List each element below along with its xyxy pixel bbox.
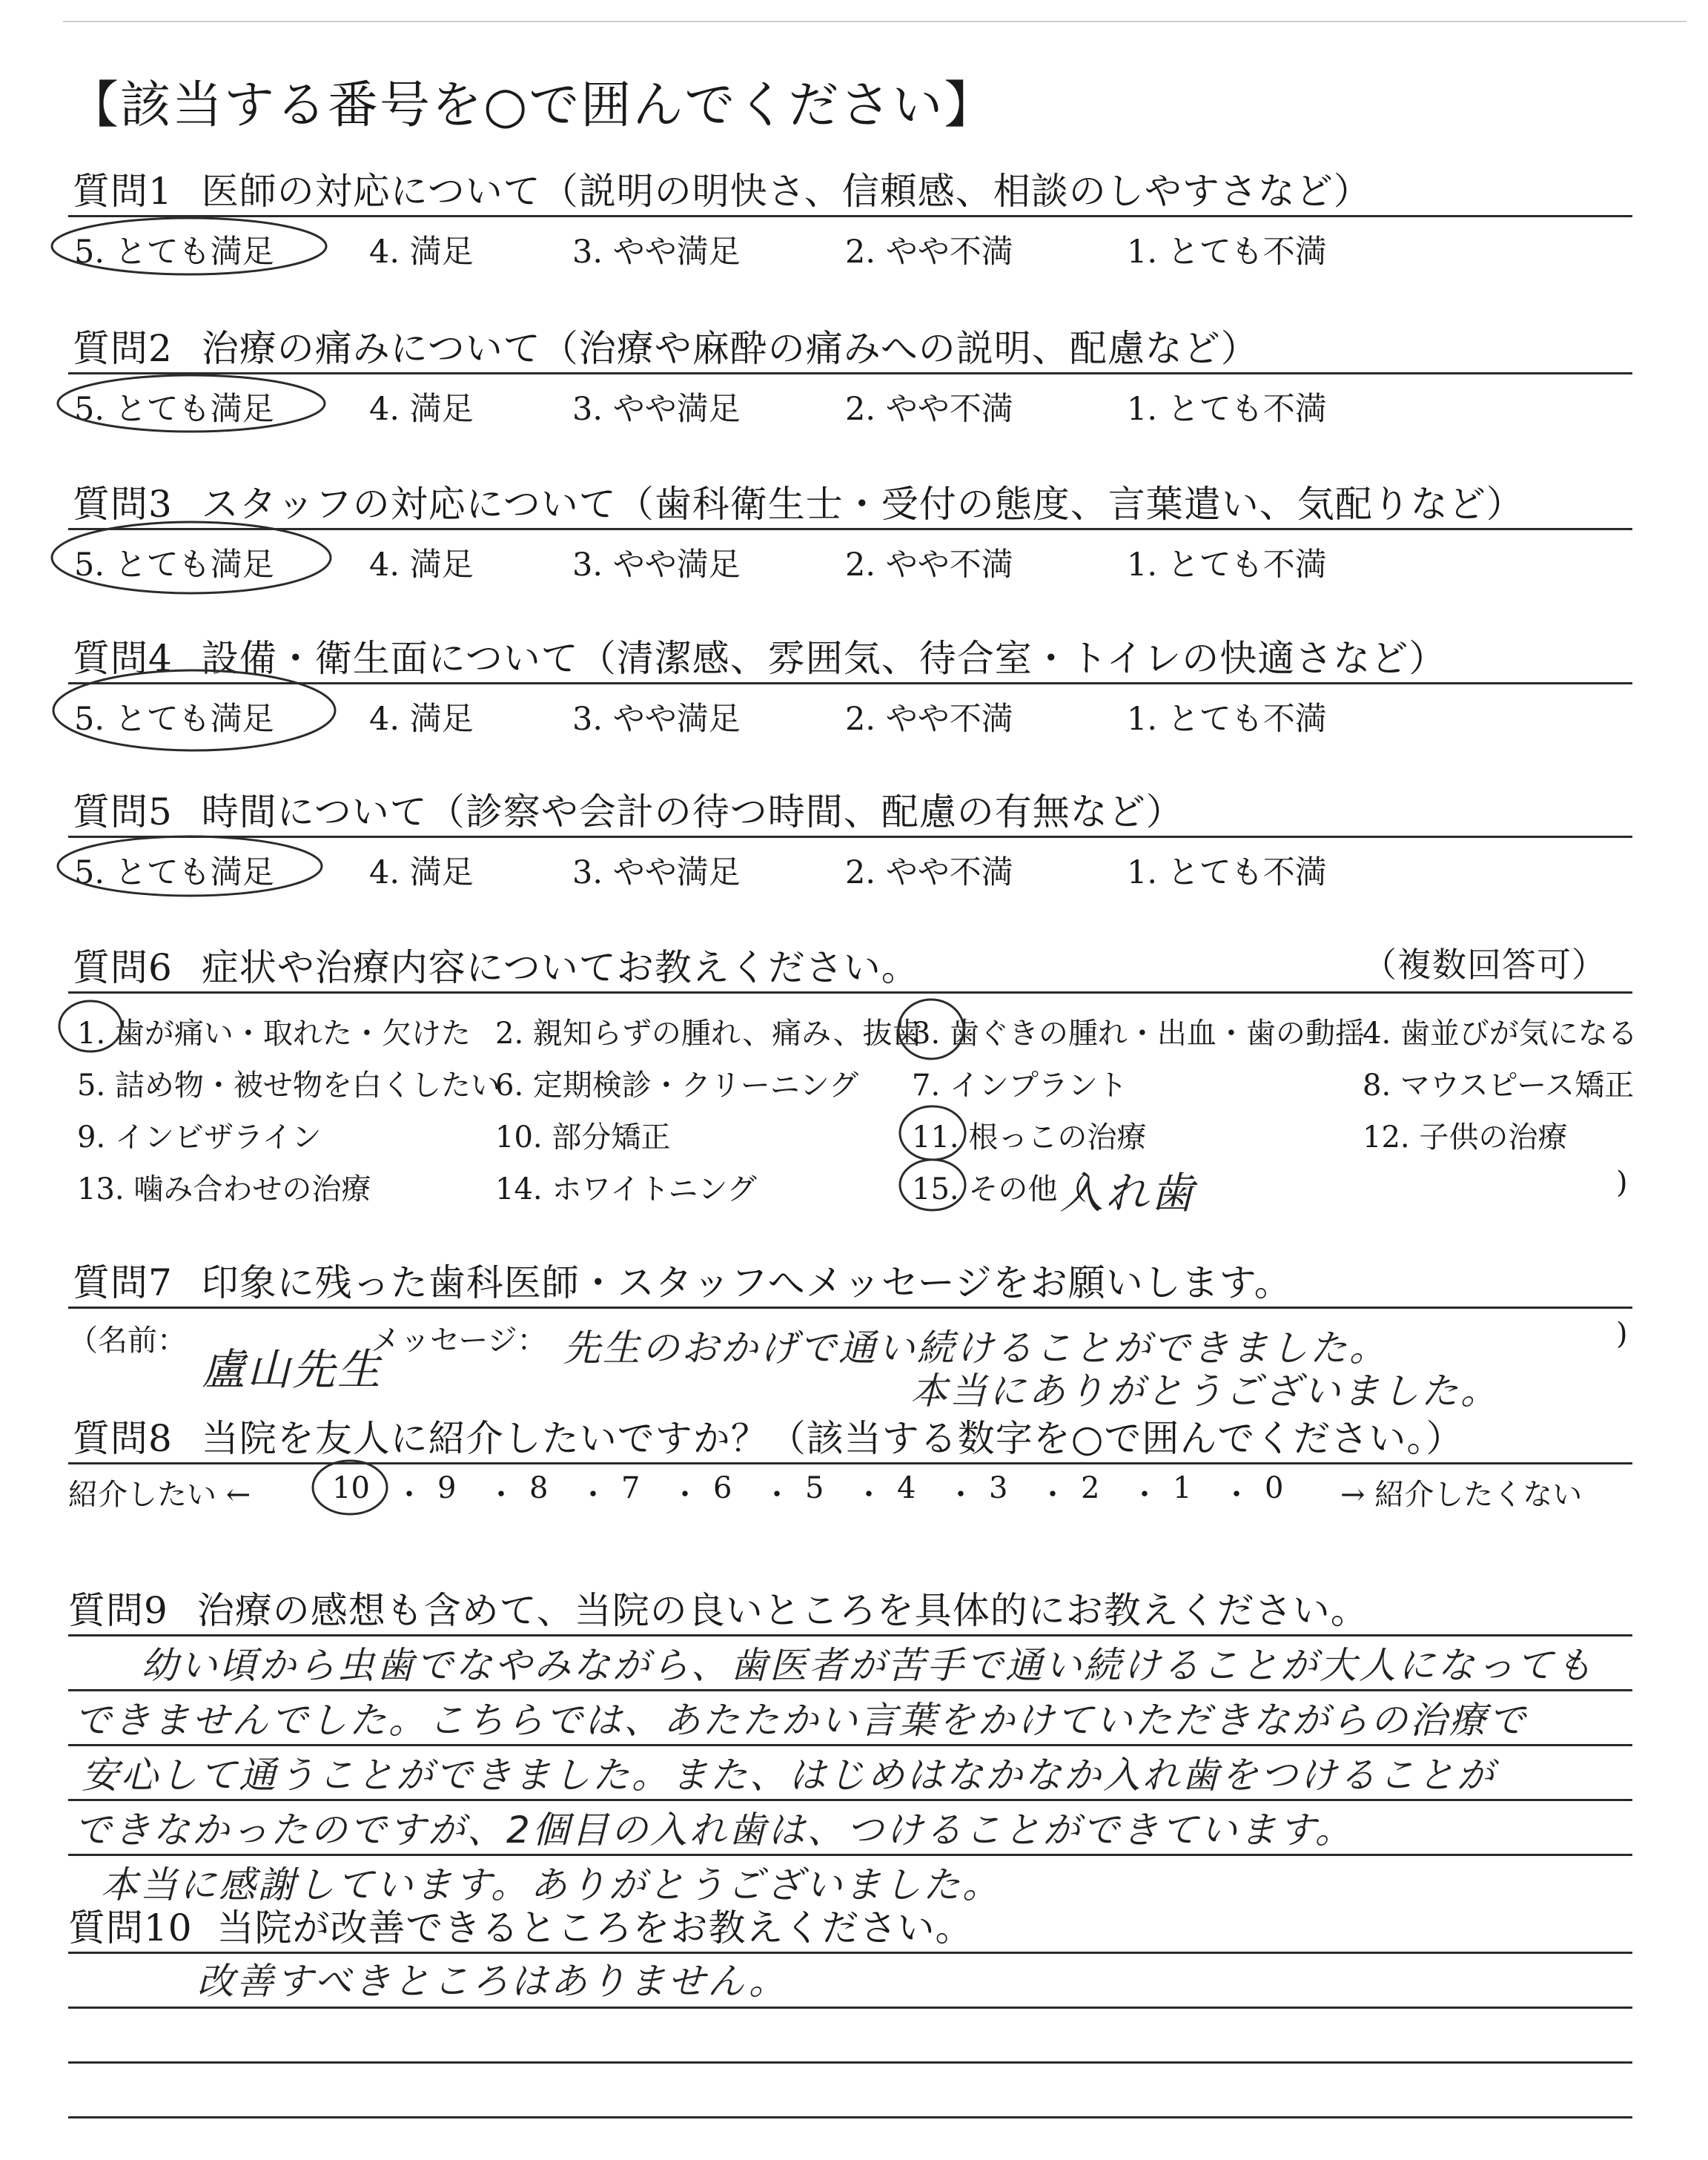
q4-option-3[interactable]: 3. やや満足 [572,701,741,738]
q6-option-8[interactable]: 8. マウスピース矯正 [1363,1069,1635,1103]
q6-option-5[interactable]: 5. 詰め物・被せ物を白くしたい [77,1069,500,1103]
q8-right-label: → 紹介したくない [1340,1478,1583,1512]
q8-score-7[interactable]: 7 [621,1471,640,1505]
q7-message-label: メッセージ： [371,1324,547,1358]
q7-close-paren: ) [1616,1317,1628,1351]
q1-option-5[interactable]: 5. とても満足 [74,234,274,271]
q6-option-11[interactable]: 11. 根っこの治療 [912,1120,1147,1155]
q7-message-line-2: 本当にありがとうございました。 [910,1370,1500,1413]
q8-score-2[interactable]: 2 [1081,1471,1100,1505]
q3-option-3[interactable]: 3. やや満足 [572,546,741,584]
q8-dot: ・ [762,1478,792,1512]
question-6-rule [68,991,1632,994]
q6-option-13[interactable]: 13. 噛み合わせの治療 [77,1172,371,1206]
q8-score-0[interactable]: 0 [1265,1471,1284,1505]
question-4-rule [68,682,1632,684]
q8-score-9[interactable]: 9 [437,1471,457,1505]
q8-score-4[interactable]: 4 [897,1471,916,1505]
q4-option-5[interactable]: 5. とても満足 [74,701,274,738]
question-3 [73,475,1524,528]
q7-name-label: （名前： [68,1324,187,1358]
question-10 [68,1898,973,1952]
q3-option-1[interactable]: 1. とても不満 [1127,546,1327,584]
question-9-label: 質問9 [68,1589,168,1632]
question-6 [73,938,919,991]
q4-option-4[interactable]: 4. 満足 [369,701,474,738]
q6-option-12[interactable]: 12. 子供の治療 [1363,1120,1568,1155]
question-4-label: 質問4 [73,637,173,680]
question-9 [68,1581,1368,1634]
question-6-note: （複数回答可） [1363,945,1606,985]
q9-answer-line-4: できなかったのですが、2個目の入れ歯は、つけることができています。 [74,1809,1354,1852]
question-4 [73,629,1446,682]
q8-dot: ・ [670,1478,700,1512]
question-8-rule [68,1462,1632,1464]
question-6-text: 症状や治療内容についてお教えください。 [201,946,919,989]
q6-option-15[interactable]: 15. その他（ [912,1172,1088,1206]
q8-left-label: 紹介したい ← [68,1478,251,1512]
q10-answer-line-1: 改善すべきところはありません。 [197,1960,788,2003]
q6-option-10[interactable]: 10. 部分矯正 [495,1120,671,1155]
form-title: 【該当する番号を○で囲んでください】 [68,76,996,135]
top-border [63,21,1687,22]
question-2-text: 治療の痛みについて（治療や麻酔の痛みへの説明、配慮など） [201,327,1259,370]
q4-option-2[interactable]: 2. やや不満 [845,701,1013,738]
question-8 [73,1409,1463,1462]
q8-score-3[interactable]: 3 [989,1471,1008,1505]
q8-dot: ・ [578,1478,608,1512]
question-1-rule [68,215,1632,217]
question-1-label: 質問1 [73,170,173,213]
q1-option-2[interactable]: 2. やや不満 [845,234,1013,271]
question-5-label: 質問5 [73,790,173,833]
q6-other-close-paren: ) [1616,1166,1628,1200]
q1-option-4[interactable]: 4. 満足 [369,234,474,271]
q6-option-3[interactable]: 3. 歯ぐきの腫れ・出血・歯の動揺 [912,1017,1365,1051]
q3-option-5[interactable]: 5. とても満足 [74,546,274,584]
question-2 [73,319,1259,372]
question-1-text: 医師の対応について（説明の明快さ、信頼感、相談のしやすさなど） [201,170,1371,213]
question-2-rule [68,372,1632,374]
q5-option-3[interactable]: 3. やや満足 [572,854,741,891]
question-6-label: 質問6 [73,946,173,989]
q9-answer-line-2: できませんでした。こちらでは、あたたかい言葉をかけていただきながらの治療で [74,1699,1528,1742]
q8-dot: ・ [394,1478,424,1512]
question-10-label: 質問10 [68,1906,193,1949]
question-5-rule [68,836,1632,838]
q1-option-1[interactable]: 1. とても不満 [1127,234,1327,271]
question-10-text: 当院が改善できるところをお教えください。 [216,1906,973,1949]
question-9-text: 治療の感想も含めて、当院の良いところを具体的にお教えください。 [196,1589,1368,1632]
question-3-label: 質問3 [73,483,173,526]
q10-line [68,2007,1632,2009]
q9-answer-line-1: 幼い頃から虫歯でなやみながら、歯医者が苦手で通い続けることが大人になっても [141,1644,1595,1687]
q2-option-5[interactable]: 5. とても満足 [74,391,274,428]
question-7-rule [68,1307,1632,1309]
q8-dot: ・ [1222,1478,1251,1512]
question-5-text: 時間について（診察や会計の待つ時間、配慮の有無など） [201,790,1184,833]
q8-score-6[interactable]: 6 [713,1471,732,1505]
q8-dot: ・ [1130,1478,1159,1512]
question-7-label: 質問7 [73,1261,173,1304]
q7-message-line-1: 先生のおかげで通い続けることができました。 [563,1327,1388,1370]
question-1 [73,162,1371,215]
q9-answer-line-3: 安心して通うことができました。また、はじめはなかなか入れ歯をつけることが [82,1754,1496,1797]
q5-option-1[interactable]: 1. とても不満 [1127,854,1327,891]
q10-line [68,2116,1632,2118]
q8-score-10[interactable]: 10 [332,1471,370,1505]
q5-option-2[interactable]: 2. やや不満 [845,854,1013,891]
question-3-rule [68,528,1632,530]
question-5 [73,782,1184,836]
q8-dot: ・ [486,1478,516,1512]
q10-line [68,2061,1632,2064]
q8-score-8[interactable]: 8 [529,1471,549,1505]
q6-option-9[interactable]: 9. インビザライン [77,1120,322,1155]
question-7 [73,1253,1292,1307]
q8-dot: ・ [946,1478,976,1512]
q6-option-7[interactable]: 7. インプラント [912,1069,1128,1103]
q6-option-2[interactable]: 2. 親知らずの腫れ、痛み、抜歯 [495,1017,922,1051]
question-3-text: スタッフの対応について（歯科衛生士・受付の態度、言葉遣い、気配りなど） [201,483,1524,526]
q6-other-answer: 入れ歯 [1060,1168,1196,1218]
q3-option-4[interactable]: 4. 満足 [369,546,474,584]
question-8-text: 当院を友人に紹介したいですか？（該当する数字を○で囲んでください。） [201,1417,1464,1460]
q6-option-6[interactable]: 6. 定期検診・クリーニング [495,1069,859,1103]
q5-option-4[interactable]: 4. 満足 [369,854,474,891]
q8-score-5[interactable]: 5 [805,1471,824,1505]
q8-score-1[interactable]: 1 [1173,1471,1192,1505]
q2-option-2[interactable]: 2. やや不満 [845,391,1013,428]
q8-dot: ・ [1038,1478,1068,1512]
q6-option-14[interactable]: 14. ホワイトニング [495,1172,757,1206]
q6-option-1[interactable]: 1. 歯が痛い・取れた・欠けた [77,1017,471,1051]
q1-option-3[interactable]: 3. やや満足 [572,234,741,271]
q6-option-4[interactable]: 4. 歯並びが気になる [1363,1017,1638,1051]
q8-dot: ・ [854,1478,884,1512]
q3-option-2[interactable]: 2. やや不満 [845,546,1013,584]
q2-option-4[interactable]: 4. 満足 [369,391,474,428]
q2-option-3[interactable]: 3. やや満足 [572,391,741,428]
q7-name-value: 盧山先生 [202,1344,383,1395]
q2-option-1[interactable]: 1. とても不満 [1127,391,1327,428]
question-7-text: 印象に残った歯科医師・スタッフへメッセージをお願いします。 [201,1261,1292,1304]
q5-option-5[interactable]: 5. とても満足 [74,854,274,891]
q4-option-1[interactable]: 1. とても不満 [1127,701,1327,738]
q9-answer-line-5: 本当に感謝しています。ありがとうございました。 [101,1863,1002,1906]
question-4-text: 設備・衛生面について（清潔感、雰囲気、待合室・トイレの快適さなど） [201,637,1447,680]
question-8-label: 質問8 [73,1417,173,1460]
question-2-label: 質問2 [73,327,173,370]
